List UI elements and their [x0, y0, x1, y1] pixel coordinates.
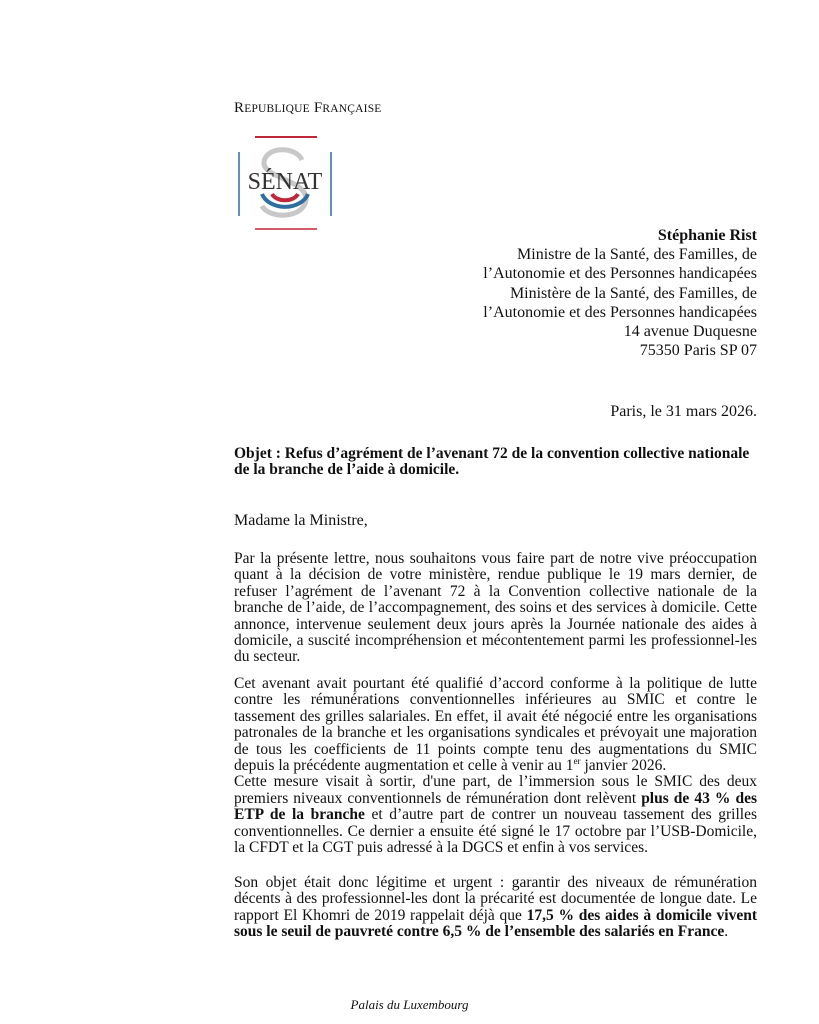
text-run: Son objet était donc légitime et urgent : garantir des niveaux de rémunération décents à des professionnel-les dont la précarité est documentée de longue date. Le rapport El Khomri de 2019 rappelait déjà que	[234, 874, 757, 924]
bold-text: 17,5 % des aides à domicile vivent sous le seuil de pauvreté contre 6,5 % de l’ensemble des salariés en France	[234, 906, 757, 941]
heading-rest: RANÇAISE	[322, 103, 382, 115]
footer-address: Palais du Luxembourg	[350, 997, 469, 1012]
text-run: janvier 2026.	[580, 757, 667, 775]
heading-rest: EPUBLIQUE	[244, 103, 310, 115]
recipient-line: l’Autonomie et des Personnes handicapées	[483, 303, 757, 321]
paragraph-text: Par la présente lettre, nous souhaitons vous faire part de notre vive préoccupation quant à la décision de votre ministère, rendue publique le 19 mars dernier, de refuser l’agrément de l’avenant 72 à la Convention collective nationale de la branche de l’aide, de l’accompagnement, des soins et des services à domicile. Cette annonce, intervenue seulement deux jours après la Journée nationale des aides à domicile, a suscité incompréhension et mécontentement parmi les professionnel-les du secteur.	[234, 550, 757, 666]
recipient-line: Ministre de la Santé, des Familles, de	[517, 246, 757, 264]
paragraph-3	[234, 875, 757, 941]
recipient-line: 75350 Paris SP 07	[639, 342, 757, 360]
text-run: Cette mesure visait à sortir, d'une part, de l’immersion sous le SMIC des deux premiers niveaux conventionnels de rémunération dont relèvent	[234, 773, 757, 807]
recipient-line: 14 avenue Duquesne	[623, 323, 757, 341]
recipient-name: Stéphanie Rist	[657, 227, 757, 244]
text-run: et d’autre part de contrer un nouveau tassement des grilles conventionnelles. Ce dernier a ensuite été signé le 17 octobre par l’USB-Domicile, la CFDT et la CGT puis adressé à la DGCS et enfin à vos services.	[234, 806, 757, 857]
superscript: er	[573, 755, 581, 766]
letter-date: Paris, le 31 mars 2026.	[610, 403, 757, 420]
recipient-line: l’Autonomie et des Personnes handicapées	[483, 265, 757, 283]
republique-francaise-heading	[234, 100, 382, 117]
senat-logo	[236, 134, 334, 232]
recipient-line: Ministère de la Santé, des Familles, de	[509, 284, 757, 302]
paragraph-text	[234, 676, 757, 774]
text-run: Cet avenant avait pourtant été qualifié d’accord conforme à la politique de lutte contre les rémunérations conventionnelles inférieures au SMIC et contre le tassement des grilles salariales. En effet, il avait été négocié entre les organisations patronales de la branche et les organisations syndicales et prévoyait une majoration de tous les coefficients de 11 points compte tenu des augmentations du SMIC depuis la précédente augmentation et celle à venir au 1	[234, 675, 757, 775]
paragraph-2	[234, 676, 757, 856]
paragraph-1	[234, 551, 757, 666]
logo-text: SÉNAT	[247, 169, 323, 195]
bold-text: plus de 43 % des ETP de la branche	[234, 789, 757, 824]
text-run: .	[724, 923, 729, 941]
salutation: Madame la Ministre,	[234, 512, 368, 529]
letter-subject: Objet : Refus d’agrément de l’avenant 72 de la convention collective nationale de la branche de l’aide à domicile.	[234, 445, 750, 479]
paragraph-text	[234, 774, 757, 856]
recipient-address	[483, 226, 757, 360]
heading-initial: R	[234, 100, 245, 116]
paragraph-text	[234, 875, 757, 941]
heading-initial: F	[313, 100, 323, 116]
